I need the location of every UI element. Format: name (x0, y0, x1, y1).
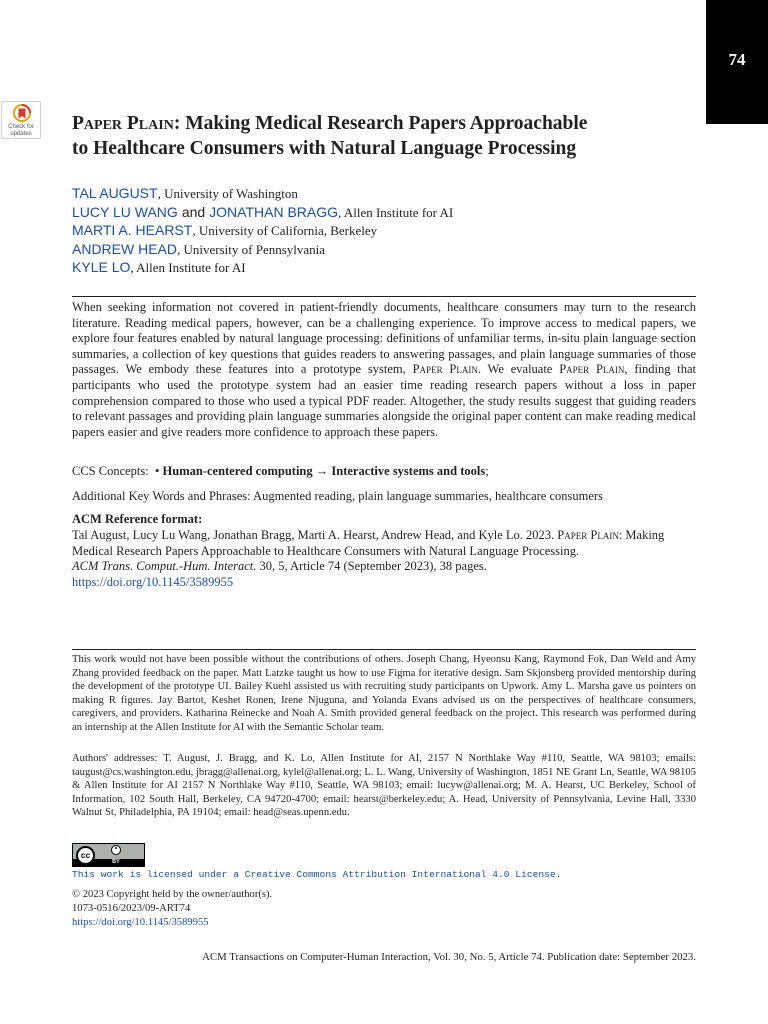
title-line2: to Healthcare Consumers with Natural Language Processing (72, 138, 577, 159)
acknowledgements: This work would not have been possible without the contributions of others. Joseph Chang, Hyeonsu Kang, Raymond Fok, Dan Weld and Amy Zhang provided feedback on the paper. Matt Latzke taught us how to use Figma for iterative design. Sam Skjonsberg provided mentorship during the development of the prototype UI. Bailey Kuehl assisted us with recruiting study participants on Upwork. Amy L. Marsha gave us pointers on making R figures. Jay Bartot, Keshet Ronen, Irene Njuguna, and Yolanda Evans advised us on the perspectives of healthcare consumers, caregivers, and providers. Katharina Reinecke and Noah A. Smith provided general feedback on the project. This research was performed during an internship at the Allen Institute for AI with the Semantic Scholar team. (72, 654, 696, 733)
footnote-rule (72, 649, 696, 650)
author-line: LUCY LU WANG and JONATHAN BRAGG, Allen Institute for AI (72, 203, 454, 220)
author-affiliation: University of California, Berkeley (198, 223, 378, 238)
cc-by-badge[interactable] (72, 843, 145, 867)
paper-title (72, 111, 702, 161)
author-name[interactable]: MARTI A. HEARST (72, 222, 193, 238)
title-system-name: Paper Plain (72, 113, 174, 134)
system-name: Paper Plain (559, 362, 625, 377)
keywords: Additional Key Words and Phrases: Augmented reading, plain language summaries, healthcare consumers (72, 489, 603, 503)
license-link[interactable]: This work is licensed under a Creative Commons Attribution International 4.0 License. (72, 869, 562, 880)
author-name[interactable]: TAL AUGUST (72, 185, 158, 201)
system-name: Paper Plain (557, 528, 619, 542)
title-line1: : Making Medical Research Papers Approachable (173, 113, 588, 134)
author-affiliation: University of Pennsylvania (183, 241, 326, 257)
check-for-updates-label: Check for updates (8, 124, 34, 137)
author-name[interactable]: ANDREW HEAD (72, 240, 178, 257)
author-name[interactable]: LUCY LU WANG (72, 203, 178, 220)
author-line: KYLE LO, Allen Institute for AI (72, 259, 246, 275)
author-affiliation: University of Washington (164, 186, 298, 201)
reference-doi-link[interactable]: https://doi.org/10.1145/3589955 (72, 574, 234, 589)
system-name: Paper Plain (412, 362, 478, 377)
author-line: TAL AUGUST, University of Washington (72, 185, 298, 201)
page-number-tab (706, 0, 768, 124)
author-name[interactable]: JONATHAN BRAGG (209, 203, 339, 220)
page-number: 74 (728, 50, 746, 69)
author-name[interactable]: KYLE LO (72, 259, 131, 275)
abstract-top-rule (72, 296, 696, 297)
author-affiliation: Allen Institute for AI (343, 204, 454, 220)
cc-icon: cc (76, 846, 95, 865)
bookmark-icon (13, 104, 31, 124)
author-list (72, 184, 702, 277)
reference-heading: ACM Reference format: (72, 512, 203, 526)
author-line: MARTI A. HEARST, University of California, Berkeley (72, 222, 378, 238)
copyright: © 2023 Copyright held by the owner/author(s). (72, 889, 273, 900)
ccs-concepts: CCS Concepts: • Human-centered computing → Interactive systems and tools; (72, 464, 489, 478)
issn: 1073-0516/2023/09-ART74 (72, 903, 191, 914)
author-addresses: Authors' addresses: T. August, J. Bragg, and K. Lo, Allen Institute for AI, 2157 N Northlake Way #110, Seattle, WA 98103; emails: taugust@cs.washington.edu, jbragg@allenai.org, kylel@allenai.org; L. L. Wang, University of Washington, 1851 NE Grant Ln, Seattle, WA 98105 & Allen Institute for AI 2157 N Northlake Way #110, Seattle, WA 98103; email: lucyw@allenai.org; M. A. Hearst, UC Berkeley, School of Information, 102 South Hall, Berkeley, CA 94720-4700; email: hearst@berkeley.edu; A. Head, University of Pennsylvania, Levine Hall, 3330 Walnut St, Philadelphia, PA 19104; email: head@seas.upenn.edu. (72, 753, 696, 819)
author-joiner: and (181, 203, 206, 220)
person-icon (111, 845, 121, 855)
running-footer: ACM Transactions on Computer-Human Interaction, Vol. 30, No. 5, Article 74. Publication date: September 2023. (202, 951, 696, 963)
author-line: ANDREW HEAD, University of Pennsylvania (72, 240, 326, 257)
doi-link[interactable]: https://doi.org/10.1145/3589955 (72, 917, 209, 928)
reference-format: Tal August, Lucy Lu Wang, Jonathan Bragg, Marti A. Hearst, Andrew Head, and Kyle Lo. 2023. Paper Plain: Making Medical Research Papers Approachable to Healthcare Consumers with Natural Language Processing. ACM Trans. Comput.-Hum. Interact. 30, 5, Article 74 (September 2023), 38 pages. https://doi.org/10.1145/3589955 (72, 528, 665, 589)
abstract: When seeking information not covered in patient-friendly documents, healthcare consumers may turn to the research literature. Reading medical papers, however, can be a challenging experience. To improve access to medical papers, we explore four features enabled by natural language processing: definitions of unfamiliar terms, in-situ plain language section summaries, a collection of key questions that guides readers to answering passages, and plain language summaries of those passages. We embody these features into a prototype system, Paper Plain. We evaluate Paper Plain, finding that participants who used the prototype system had an easier time reading research papers without a loss in paper comprehension compared to those who used a typical PDF reader. Altogether, the study results suggest that guiding readers to relevant passages and providing plain language summaries alongside the original paper content can make reading medical papers easier and give readers more confidence to approach these papers. (72, 300, 697, 439)
journal-name: ACM Trans. Comput.-Hum. Interact. (72, 559, 257, 574)
by-label: BY (112, 859, 120, 865)
author-affiliation: Allen Institute for AI (136, 260, 246, 275)
check-for-updates-badge[interactable] (1, 101, 41, 139)
